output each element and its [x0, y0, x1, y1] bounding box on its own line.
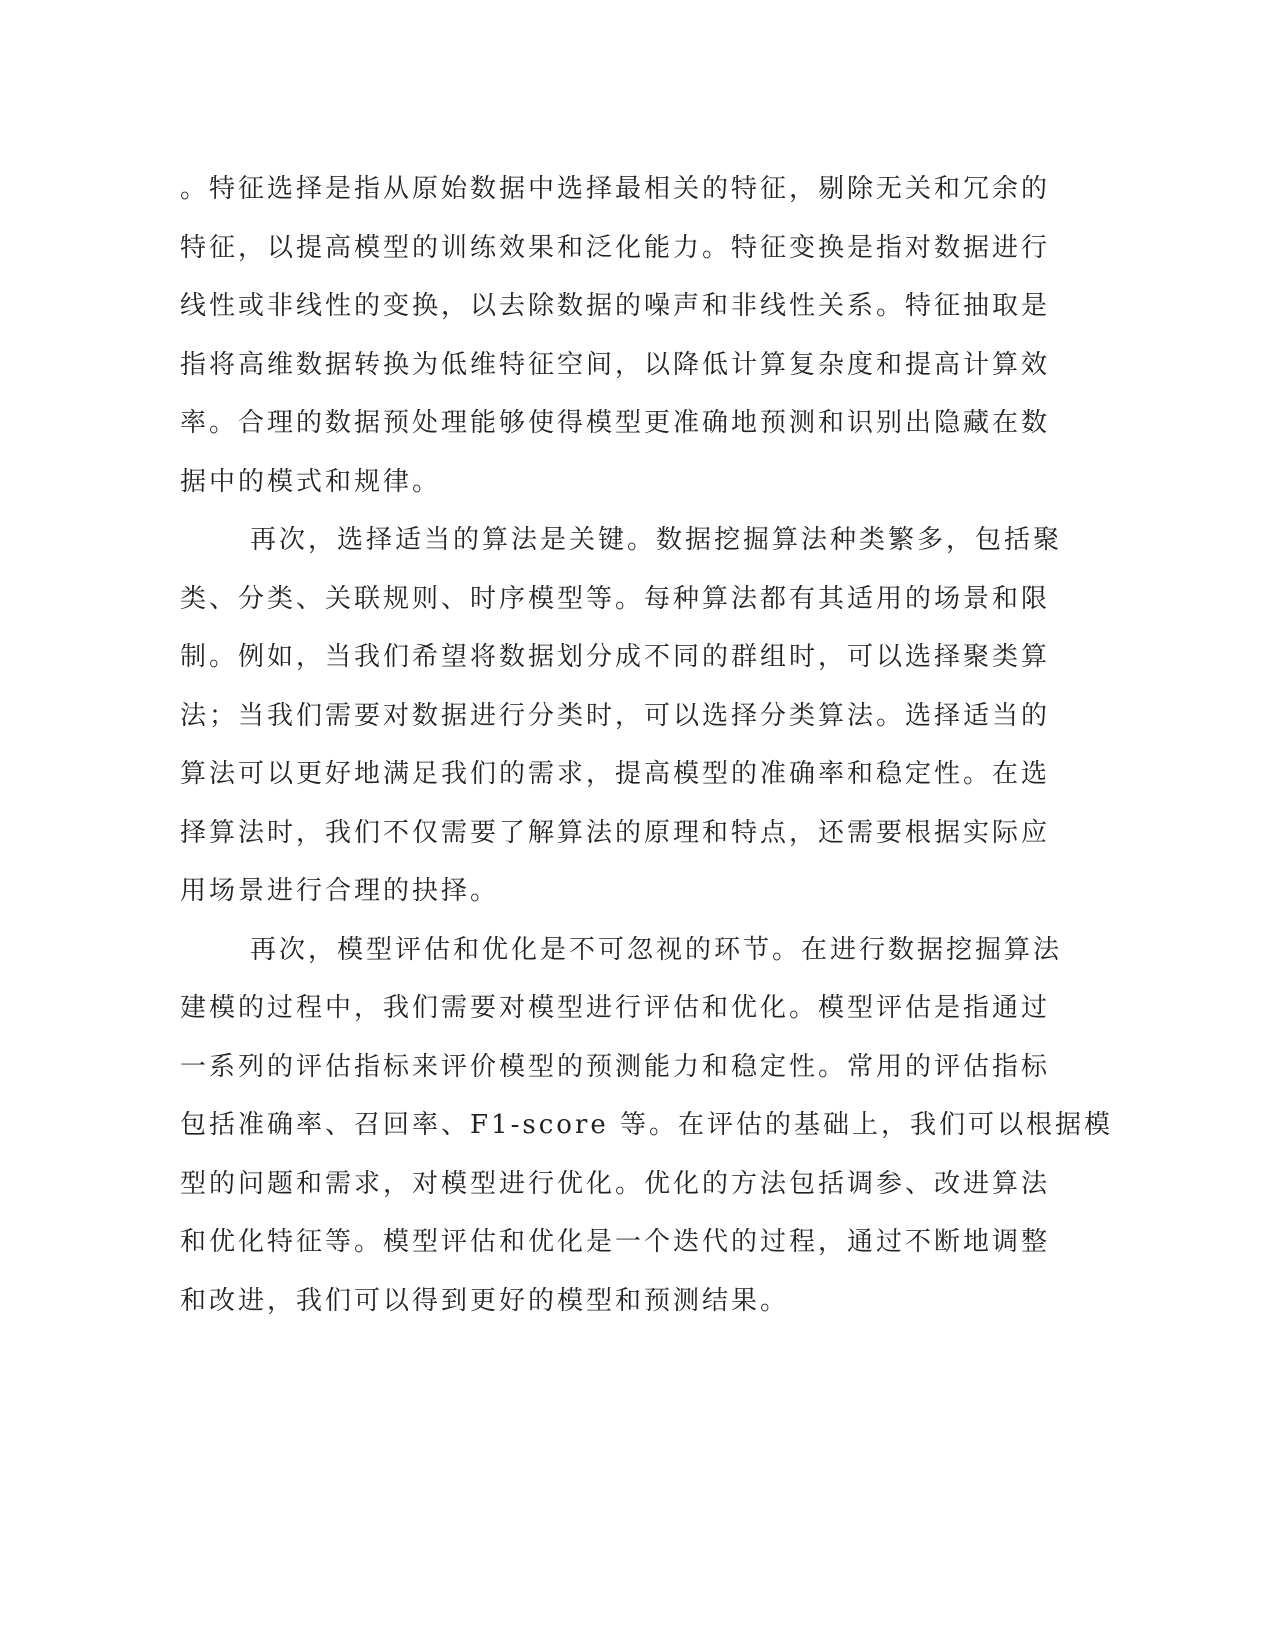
text-line: 和优化特征等。模型评估和优化是一个迭代的过程，通过不断地调整 — [180, 1227, 1051, 1257]
text-line: 一系列的评估指标来评价模型的预测能力和稳定性。常用的评估指标 — [180, 1051, 1051, 1082]
text-line: 算法可以更好地满足我们的需求，提高模型的准确率和稳定性。在选 — [180, 759, 1051, 789]
text-line: 率。合理的数据预处理能够使得模型更准确地预测和识别出隐藏在数 — [180, 408, 1051, 438]
text-line: 类、分类、关联规则、时序模型等。每种算法都有其适用的场景和限 — [180, 583, 1051, 614]
text-line: 制。例如，当我们希望将数据划分成不同的群组时，可以选择聚类算 — [180, 642, 1051, 672]
text-line: 。特征选择是指从原始数据中选择最相关的特征，剔除无关和冗余的 — [180, 174, 1051, 204]
text-line: 包括准确率、召回率、F1-score 等。在评估的基础上，我们可以根据模 — [180, 1110, 1114, 1140]
paragraph-model-evaluation — [180, 921, 1114, 1331]
text-line: 择算法时，我们不仅需要了解算法的原理和特点，还需要根据实际应 — [180, 817, 1051, 848]
text-line: 特征，以提高模型的训练效果和泛化能力。特征变换是指对数据进行 — [180, 232, 1051, 263]
text-line: 建模的过程中，我们需要对模型进行评估和优化。模型评估是指通过 — [180, 993, 1051, 1023]
text-line: 法；当我们需要对数据进行分类时，可以选择分类算法。选择适当的 — [180, 700, 1051, 731]
paragraph-feature-engineering — [180, 160, 1060, 511]
text-line: 指将高维数据转换为低维特征空间，以降低计算复杂度和提高计算效 — [180, 349, 1051, 380]
paragraph-algorithm-selection — [180, 511, 1063, 921]
text-line: 用场景进行合理的抉择。 — [180, 876, 500, 906]
body-text — [180, 160, 1114, 1330]
text-line-indented: 再次，选择适当的算法是关键。数据挖掘算法种类繁多，包括聚 — [250, 525, 1063, 555]
text-line-indented: 再次，模型评估和优化是不可忽视的环节。在进行数据挖掘算法 — [250, 934, 1063, 965]
text-line: 型的问题和需求，对模型进行优化。优化的方法包括调参、改进算法 — [180, 1168, 1051, 1199]
text-line: 据中的模式和规律。 — [180, 466, 442, 497]
text-line: 和改进，我们可以得到更好的模型和预测结果。 — [180, 1285, 790, 1316]
text-line: 线性或非线性的变换，以去除数据的噪声和非线性关系。特征抽取是 — [180, 291, 1051, 321]
